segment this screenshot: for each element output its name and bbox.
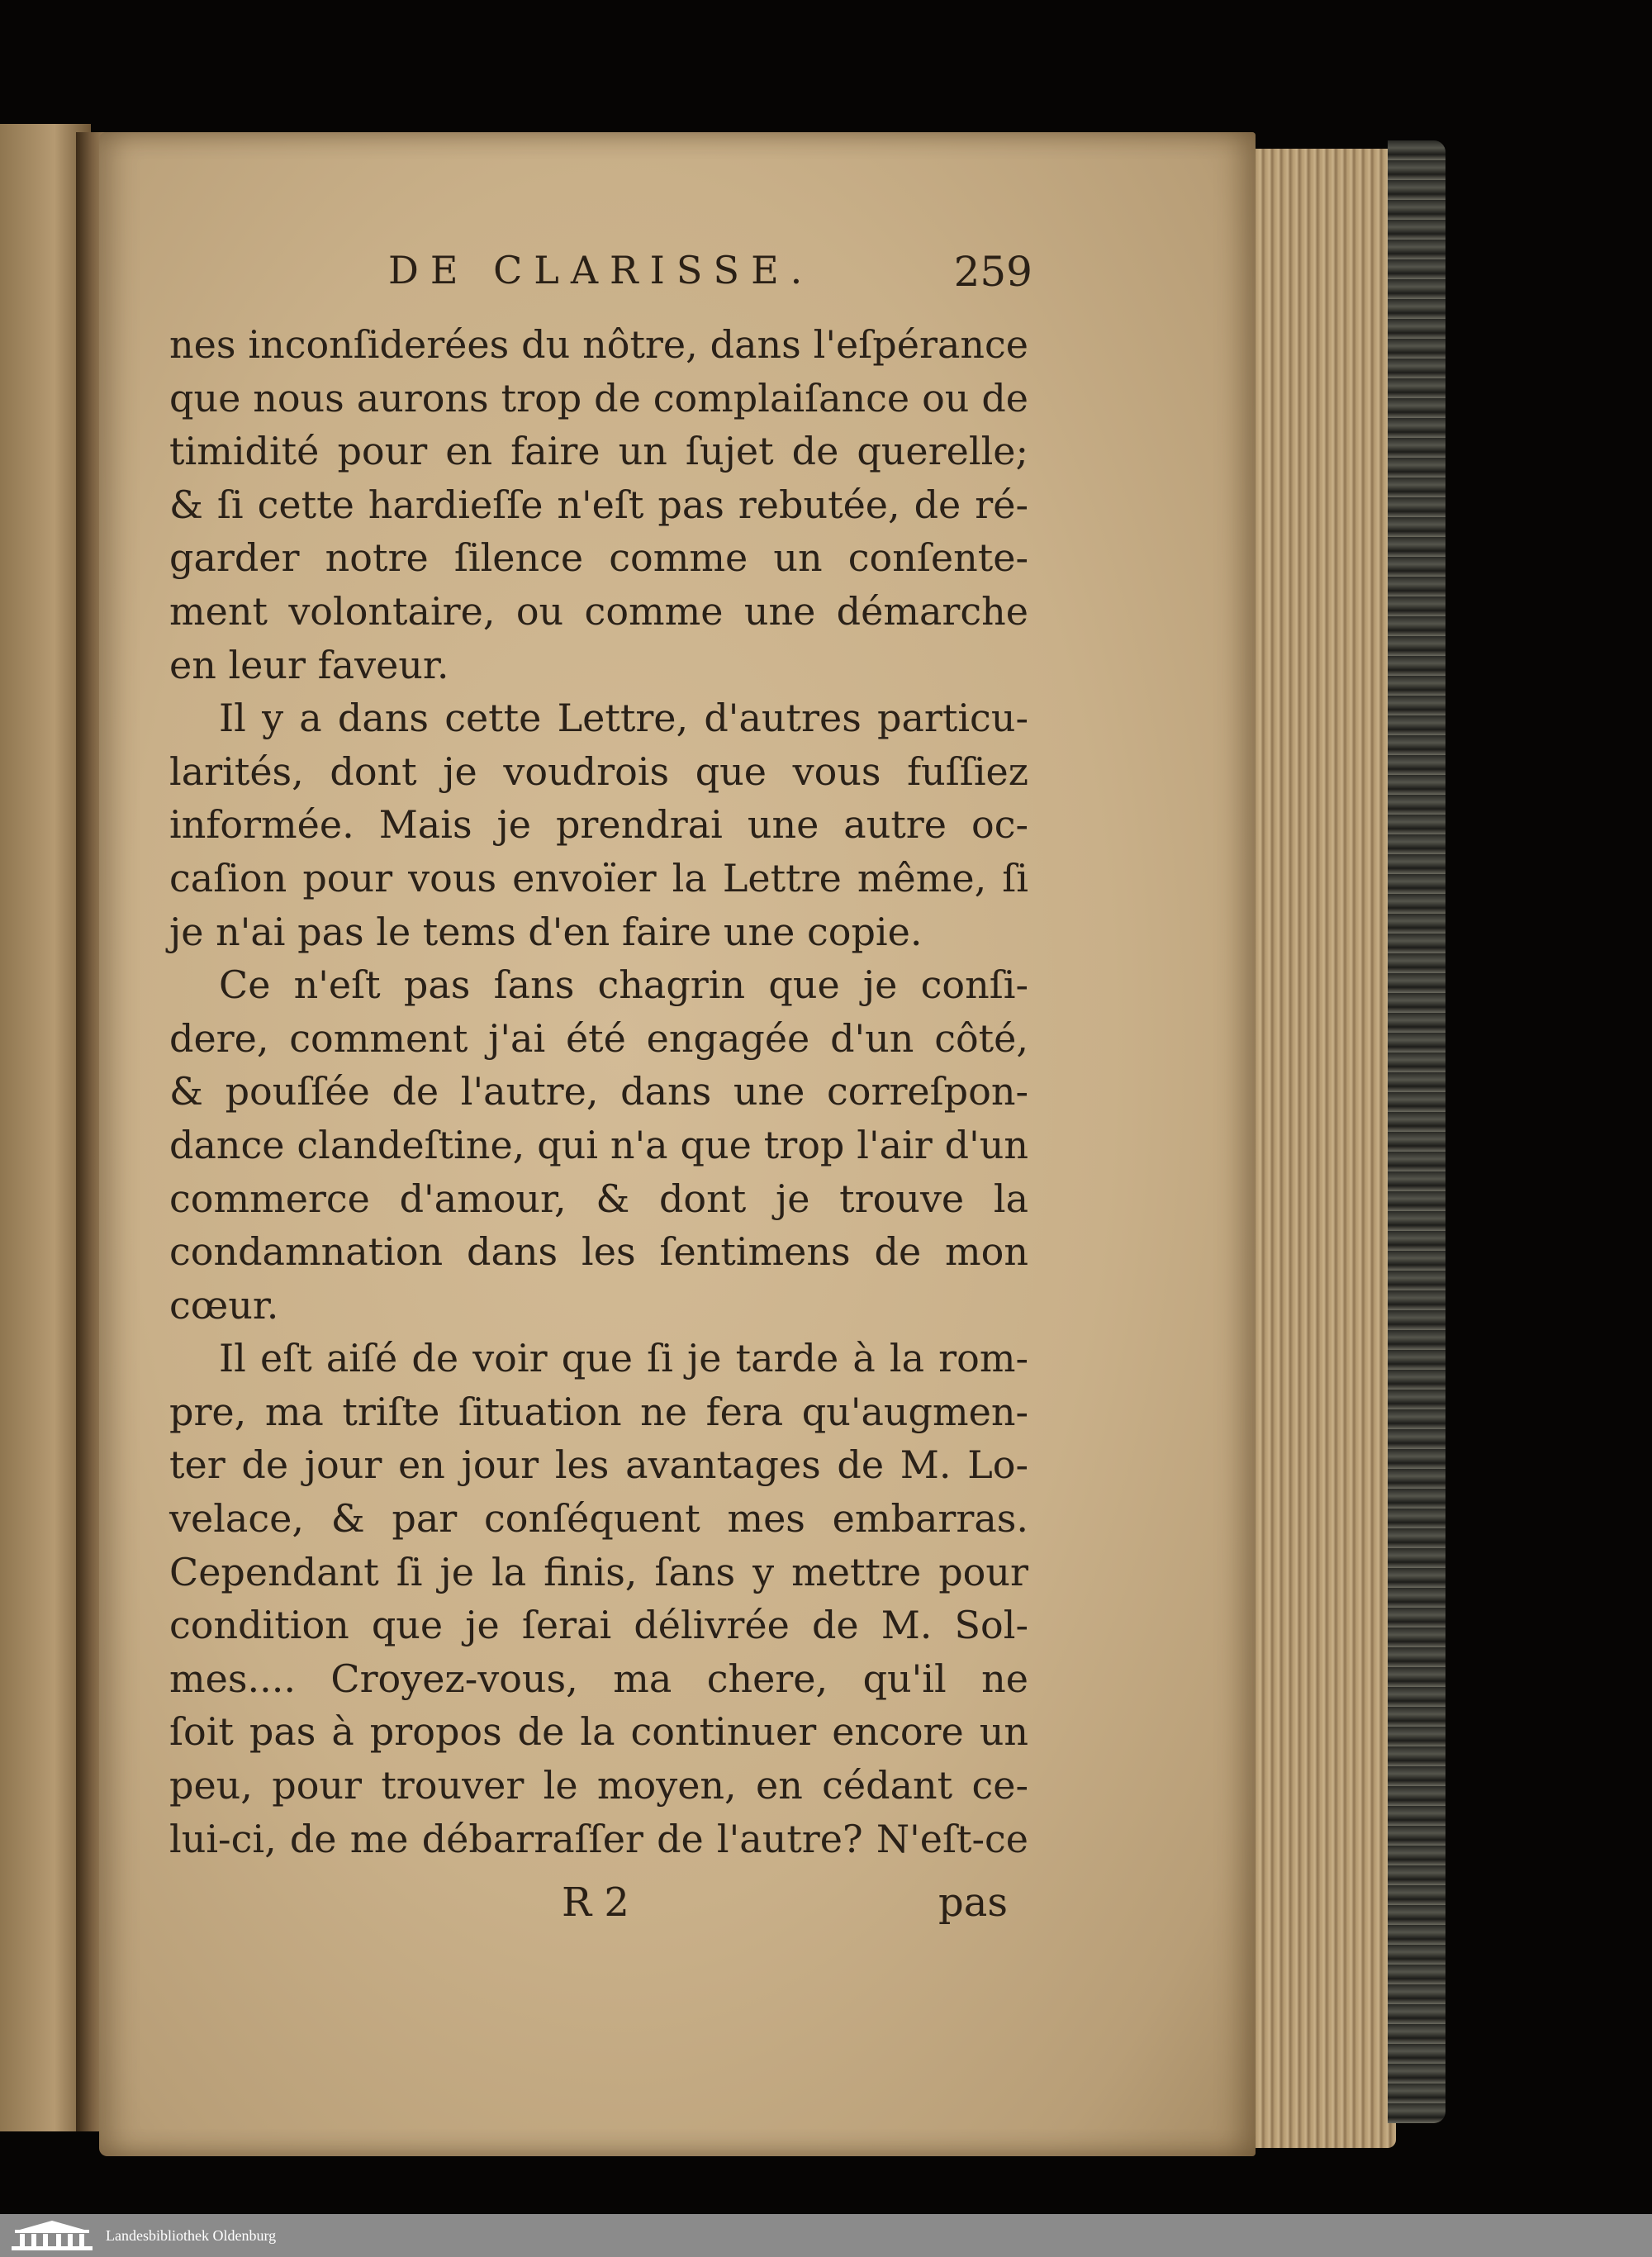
library-building-icon <box>7 2218 97 2253</box>
text-line: Il y a dans cette Lettre, d'autres particu- <box>219 696 1028 741</box>
text-line: condamnation dans les ſentimens de mon <box>169 1229 1028 1275</box>
signature-mark: R 2 <box>562 1879 629 1926</box>
running-title: DE CLARISSE. <box>388 248 814 292</box>
page-footer <box>165 1879 1008 1937</box>
text-line: commerce d'amour, & dont je trouve la <box>169 1176 1028 1221</box>
text-line: timidité pour en faire un ſujet de querelle; <box>169 429 1028 474</box>
body-text <box>169 318 1028 1865</box>
text-line: je n'ai pas le tems d'en faire une copie. <box>169 909 923 954</box>
text-line: & ſi cette hardieſſe n'eſt pas rebutée, de ré- <box>169 482 1028 527</box>
page-number: 259 <box>953 248 1032 296</box>
page-header <box>372 248 1032 314</box>
text-line: Cependant ſi je la finis, ſans y mettre pour <box>169 1549 1028 1594</box>
text-line: velace, & par conſéquent mes embarras. <box>169 1496 1028 1542</box>
text-line: ſoit pas à propos de la continuer encore un <box>169 1709 1028 1755</box>
text-line: informée. Mais je prendrai une autre oc- <box>169 802 1028 848</box>
text-line: dere, comment j'ai été engagée d'un côté, <box>169 1015 1028 1061</box>
page-stack-edges <box>1239 149 1396 2148</box>
text-line: que nous aurons trop de complaiſance ou de <box>169 375 1028 421</box>
text-line: peu, pour trouver le moyen, en cédant ce- <box>169 1763 1028 1808</box>
text-line: & pouſſée de l'autre, dans une correſpon- <box>169 1069 1028 1114</box>
book-cover-edge <box>1388 140 1446 2123</box>
text-line: condition que je ſerai délivrée de M. Sol- <box>169 1603 1028 1648</box>
library-banner <box>0 2214 1652 2257</box>
text-line: larités, dont je voudrois que vous fuſſiez <box>169 748 1028 794</box>
text-line: Ce n'eſt pas ſans chagrin que je conſi- <box>219 962 1028 1008</box>
text-line: Il eſt aiſé de voir que ſi je tarde à la rom- <box>219 1336 1028 1381</box>
text-line: en leur faveur. <box>169 642 449 687</box>
text-line: mes.... Croyez-vous, ma chere, qu'il ne <box>169 1656 1028 1701</box>
text-line: dance clandeſtine, qui n'a que trop l'air d'un <box>169 1122 1028 1167</box>
catchword: pas <box>938 1879 1008 1926</box>
text-line: cœur. <box>169 1282 279 1328</box>
text-line: pre, ma triſte ſituation ne fera qu'augmen- <box>169 1389 1028 1434</box>
text-line: nes inconſiderées du nôtre, dans l'eſpérance <box>169 322 1028 367</box>
text-line: caſion pour vous envoïer la Lettre même, ſi <box>169 855 1028 900</box>
text-line: garder notre ſilence comme un conſente- <box>169 535 1028 581</box>
text-line: ter de jour en jour les avantages de M. Lo- <box>169 1442 1028 1488</box>
text-line: lui-ci, de me débarraſſer de l'autre? N'eſt-ce <box>169 1816 1028 1861</box>
library-name: Landesbibliothek Oldenburg <box>106 2226 277 2244</box>
text-line: ment volontaire, ou comme une démarche <box>169 588 1028 634</box>
